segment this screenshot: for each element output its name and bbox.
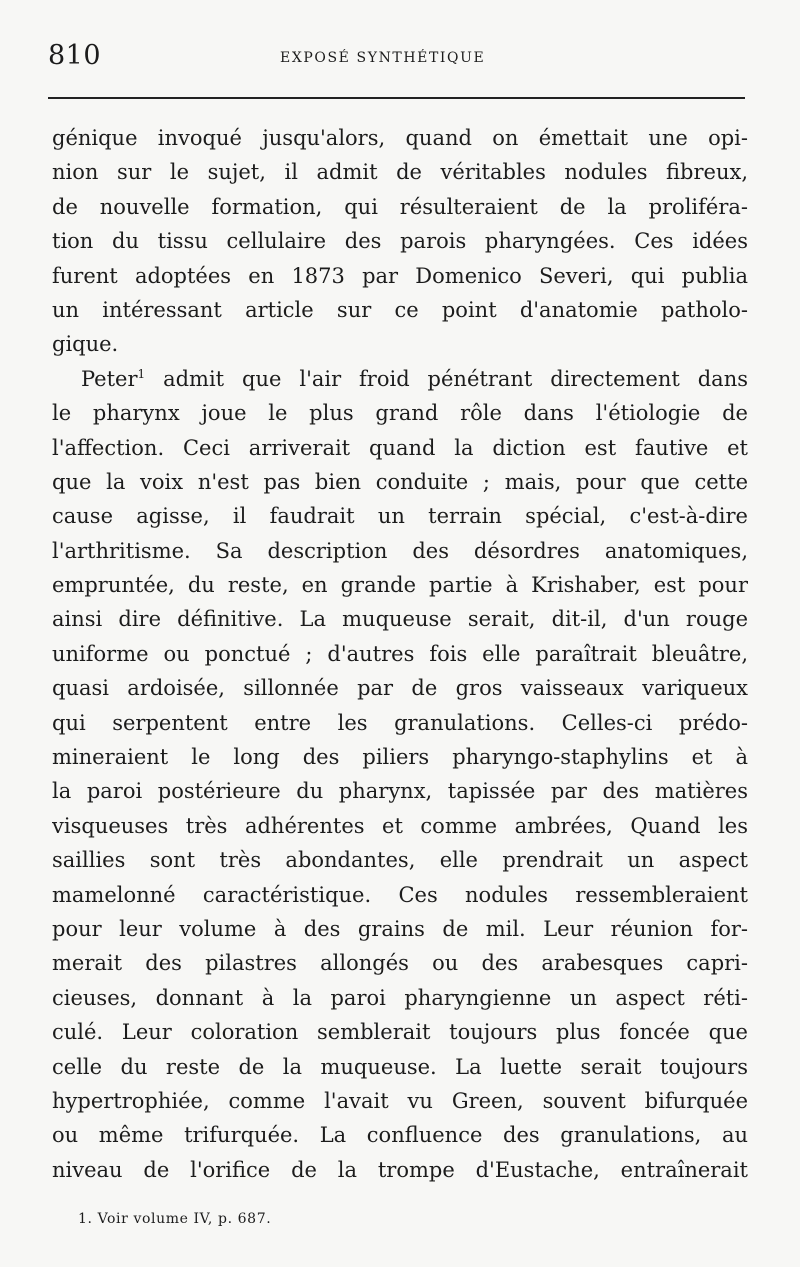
text-line: tion du tissu cellulaire des parois pharyngées. Ces idées [52,229,748,254]
footnote-reference: 1 [137,366,146,381]
page-number: 810 [48,40,102,71]
text-line: gique. [52,332,119,357]
text-line: ainsi dire définitive. La muqueuse serait, dit-il, d'un rouge [52,607,748,632]
text-line: la paroi postérieure du pharynx, tapissée par des matières [52,779,748,804]
text-line: que la voix n'est pas bien conduite ; mais, pour que cette [52,469,748,494]
text-line: génique invoqué jusqu'alors, quand on émettait une opi- [52,126,748,150]
text-line: furent adoptées en 1873 par Domenico Severi, qui publia [52,263,748,288]
first-line-rest: admit que l'air froid pénétrant directement dans [145,366,748,391]
text-line: visqueuses très adhérentes et comme ambrées, Quand les [52,813,748,838]
paragraph-1 [52,121,748,362]
text-line: l'affection. Ceci arriverait quand la diction est fautive et [52,435,748,460]
footnote: 1. Voir volume IV, p. 687. [78,1211,272,1227]
text-line: ou même trifurquée. La confluence des granulations, au [52,1123,748,1148]
paragraph-2 [52,362,748,1187]
text-line: saillies sont très abondantes, elle prendrait un aspect [52,848,748,873]
text-line: nion sur le sujet, il admit de véritables nodules fibreux, [52,160,748,185]
text-line: mamelonné caractéristique. Ces nodules ressembleraient [52,882,748,907]
text-line: mineraient le long des piliers pharyngo-staphylins et à [52,745,748,770]
text-line: l'arthritisme. Sa description des désordres anatomiques, [52,538,748,563]
text-line: celle du reste de la muqueuse. La luette serait toujours [52,1054,748,1079]
text-line: un intéressant article sur ce point d'anatomie patholo- [52,297,748,322]
text-line: cieuses, donnant à la paroi pharyngienne un aspect réti- [52,985,748,1010]
text-line-first [52,362,748,396]
text-line: cause agisse, il faudrait un terrain spécial, c'est-à-dire [52,504,748,529]
author-name: Peter [81,366,138,391]
text-line: hypertrophiée, comme l'avait vu Green, souvent bifurquée [52,1088,748,1113]
header-rule [48,97,745,99]
text-line: empruntée, du reste, en grande partie à Krishaber, est pour [52,573,748,598]
text-line: de nouvelle formation, qui résulteraient de la proliféra- [52,194,748,219]
text-line: niveau de l'orifice de la trompe d'Eustache, entraînerait [52,1157,748,1182]
text-line: culé. Leur coloration semblerait toujours plus foncée que [52,1020,748,1045]
text-line: merait des pilastres allongés ou des arabesques capri- [52,951,748,976]
text-line: uniforme ou ponctué ; d'autres fois elle paraîtrait bleuâtre, [52,641,748,666]
text-line: pour leur volume à des grains de mil. Leur réunion for- [52,916,748,941]
text-line: quasi ardoisée, sillonnée par de gros vaisseaux variqueux [52,676,748,701]
page-header [48,40,748,80]
running-head: EXPOSÉ SYNTHÉTIQUE [280,50,486,66]
text-line: qui serpentent entre les granulations. Celles-ci prédo- [52,710,748,735]
text-line: le pharynx joue le plus grand rôle dans l'étiologie de [52,401,748,426]
body-text [52,121,748,1187]
